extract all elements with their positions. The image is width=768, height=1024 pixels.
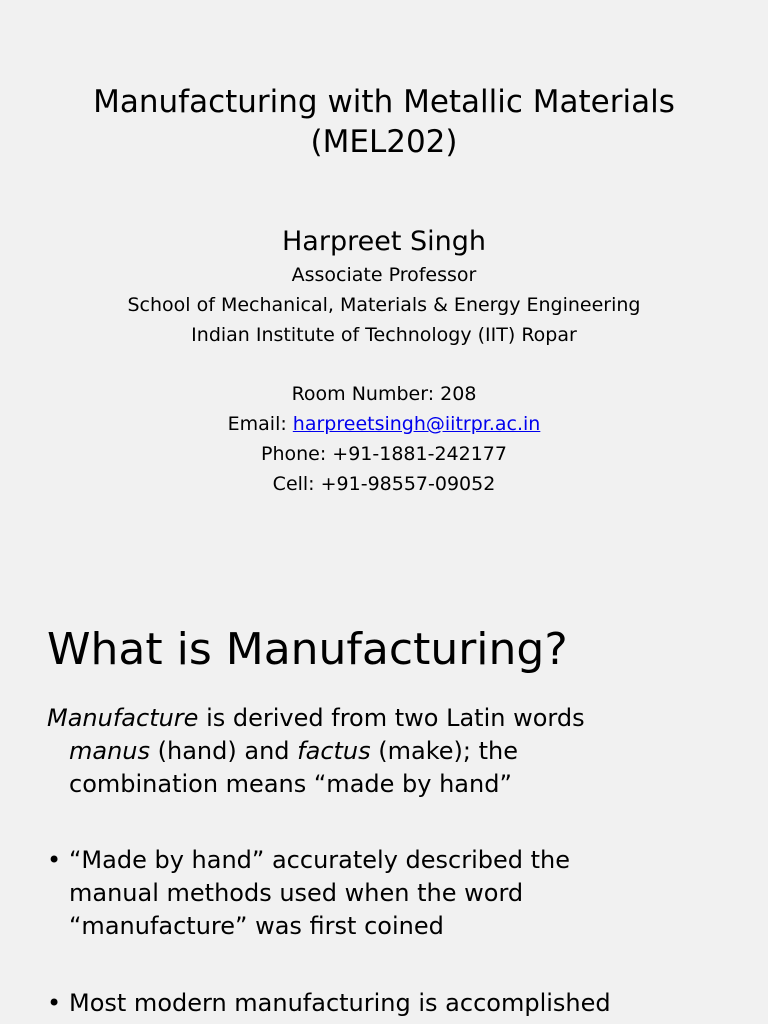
bullet-line: manual methods used when the word bbox=[69, 879, 524, 907]
term-factus: factus bbox=[297, 737, 371, 765]
email-label: Email: bbox=[227, 412, 293, 435]
email-line bbox=[0, 410, 768, 440]
author-position: Associate Professor bbox=[291, 264, 477, 286]
intro-line-2 bbox=[47, 735, 727, 768]
cell-number: Cell: +91-98557-09052 bbox=[272, 472, 496, 495]
email-link[interactable]: harpreetsingh@iitrpr.ac.in bbox=[292, 412, 541, 435]
bullet-icon: • bbox=[47, 989, 62, 1017]
bullet-item bbox=[47, 844, 747, 943]
bullet-line: Most modern manufacturing is accomplished bbox=[69, 989, 611, 1017]
term-manufacture: Manufacture bbox=[47, 704, 199, 732]
bullet-line: “manufacture” was first coined bbox=[69, 912, 444, 940]
bullet-text bbox=[69, 844, 747, 943]
content-slide bbox=[0, 576, 768, 1024]
course-code: (MEL202) bbox=[310, 124, 458, 160]
spacer bbox=[0, 350, 768, 380]
bullet-item bbox=[47, 987, 747, 1020]
room-number: Room Number: 208 bbox=[291, 383, 477, 406]
author-institute: Indian Institute of Technology (IIT) Ropar bbox=[191, 323, 577, 346]
bullet-text bbox=[69, 987, 747, 1020]
intro-paragraph bbox=[47, 702, 727, 801]
phone-number: Phone: +91-1881-242177 bbox=[261, 442, 507, 465]
author-details bbox=[0, 261, 768, 499]
author-name: Harpreet Singh bbox=[282, 226, 486, 257]
author-school: School of Mechanical, Materials & Energy Engineering bbox=[127, 293, 641, 316]
intro-text-3: (make); the bbox=[370, 737, 518, 765]
intro-text-2: (hand) and bbox=[150, 737, 298, 765]
bullet-icon: • bbox=[47, 846, 62, 874]
bullet-line: “Made by hand” accurately described the bbox=[69, 846, 571, 874]
intro-text-1: is derived from two Latin words bbox=[198, 704, 585, 732]
intro-line-3: combination means “made by hand” bbox=[69, 770, 512, 798]
course-title bbox=[0, 82, 768, 162]
course-title-line-1: Manufacturing with Metallic Materials bbox=[93, 84, 675, 120]
intro-line-1 bbox=[47, 702, 727, 735]
term-manus: manus bbox=[69, 737, 151, 765]
slide-heading: What is Manufacturing? bbox=[47, 624, 568, 675]
